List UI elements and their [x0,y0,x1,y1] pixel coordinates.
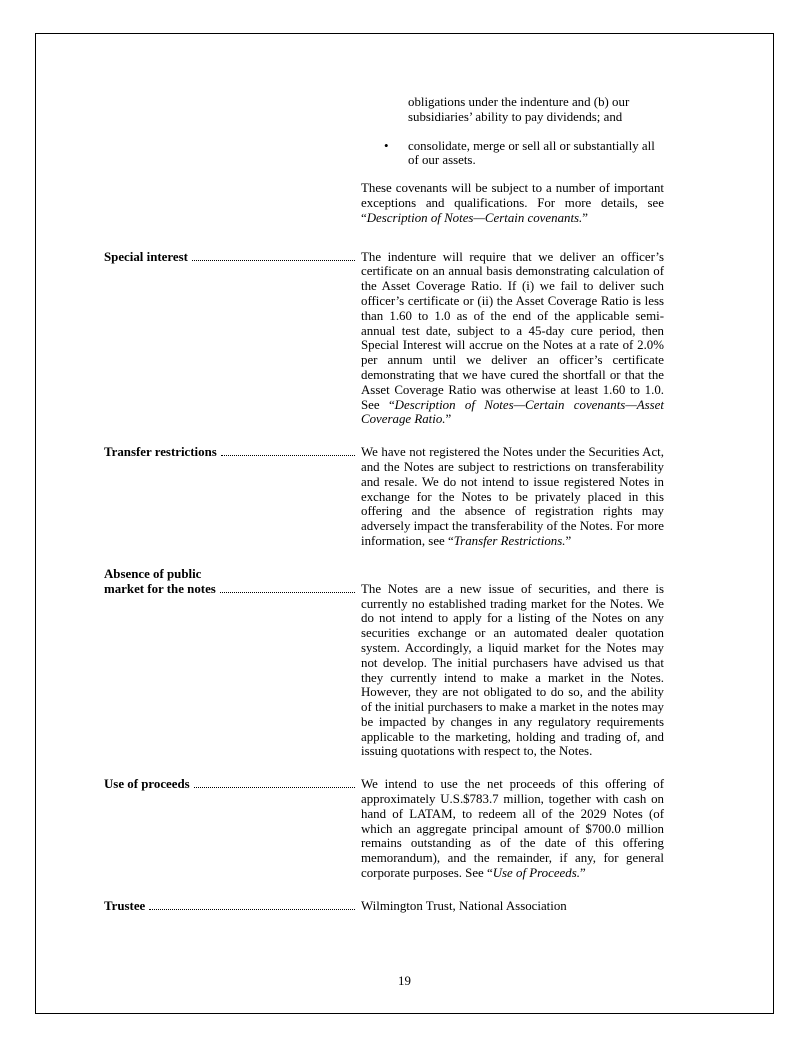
term-label-cell [104,899,361,914]
term-body-closing-quote: ” [579,866,586,881]
term-label-cell [104,567,361,760]
dot-leader [194,787,355,788]
bullet-item [384,139,664,169]
continued-paragraph-text: obligations under the indenture and (b) our subsidiaries’ ability to pay dividends; and [408,95,630,124]
term-label: Trustee [104,898,146,913]
term-body-reference-italic: Transfer Restrictions. [453,533,566,548]
term-label: Special interest [104,249,188,264]
dot-leader [149,909,355,910]
term-row-absence-of-public-market [104,567,664,760]
term-label-line [104,777,357,792]
dot-leader [220,592,355,593]
term-entries [104,250,664,914]
term-body-text: The indenture will require that we deliver an officer’s certificate on an annual basis demonstrating calculation of the Asset Coverage Ratio. If (i) we fail to deliver such officer’s certificate or (ii) the Asset Coverage Ratio is less than 1.60 to 1.0 as of the end of the applicable semi-annual test date, subject to a 45-day cure period, then Special Interest will accrue on the Notes at a rate of 2.0% per annum until we deliver an officer’s certificate demonstrating that we have cured the shortfall or that the Asset Coverage Ratio was otherwise at least 1.60 to 1.0. See “ [361,249,664,412]
term-body-paragraph [361,445,664,549]
covenants-paragraph [361,181,664,225]
term-row-trustee [104,899,664,914]
continued-paragraph [408,95,664,125]
term-label-line [104,445,357,460]
term-body-paragraph [361,777,664,881]
term-body-paragraph [361,250,664,428]
term-body-cell [361,777,664,881]
document-page [35,33,774,1014]
term-body-closing-quote: ” [445,412,452,427]
term-body-paragraph [361,899,664,914]
term-label-part-1: Absence of public [104,566,202,581]
covenants-closing-quote: ” [582,210,589,225]
term-body-text: The Notes are a new issue of securities, and there is currently no established trading market for the Notes. We do not intend to apply for a listing of the Notes on any securities exchange or an automated dealer quotation system. Accordingly, a liquid market for the Notes may not develop. The initial purchasers have advised us that they currently intend to make a market in the Notes. However, they are not obligated to do so, and the ability of the initial purchasers to make a market in the notes may be impacted by changes in any regulatory requirements applicable to the marketing, holding and trading of, and issuing quotations with respect to, the Notes. [361,581,664,759]
term-label-line [104,899,357,914]
term-body-reference-italic: Use of Proceeds. [492,866,580,881]
continued-section [361,95,664,226]
term-body-paragraph [361,582,664,760]
term-label-line-2 [104,582,357,597]
term-body-cell [361,567,664,760]
term-body-text: We intend to use the net proceeds of this offering of approximately U.S.$783.7 million, together with cash on hand of LATAM, to redeem all of the 2029 Notes (of which an aggregate principal amount of $700.0 million remains outstanding as of the date of this offering memorandum), and the remainder, if any, for general corporate purposes. See “ [361,777,664,881]
dot-leader [221,455,355,456]
page-content [104,95,664,914]
term-body-text: We have not registered the Notes under the Securities Act, and the Notes are subject to restrictions on transferability and resale. We do not intend to issue registered Notes in exchange for the Notes to be privately placed in this offering and the absence of registration rights may adversely impact the transferability of the Notes. For more information, see “ [361,445,664,548]
term-body-cell [361,445,664,549]
bullet-icon: • [384,138,389,153]
term-body-reference-italic: Description of Notes—Certain covenants—Asset Coverage Ratio. [361,397,664,427]
term-body-closing-quote: ” [565,533,572,548]
bullet-item-text: consolidate, merge or sell all or substantially all of our assets. [408,138,655,168]
term-row-use-of-proceeds [104,777,664,881]
term-body-cell [361,899,664,914]
term-label: Transfer restrictions [104,445,217,460]
term-label: Use of proceeds [104,777,190,792]
term-label-cell [104,445,361,549]
covenants-reference-italic: Description of Notes—Certain covenants. [366,210,583,225]
term-label-cell [104,250,361,428]
term-body-cell [361,250,664,428]
covenants-text: These covenants will be subject to a number of important exceptions and qualifications. For more details, see “ [361,181,664,225]
term-label-part-2: market for the notes [104,581,216,596]
term-label-cell [104,777,361,881]
term-row-special-interest [104,250,664,428]
term-row-transfer-restrictions [104,445,664,549]
term-label-line [104,250,357,265]
dot-leader [192,260,355,261]
term-body-text: Wilmington Trust, National Association [361,898,567,913]
page-number: 19 [398,974,411,988]
term-label-line-1 [104,567,357,582]
